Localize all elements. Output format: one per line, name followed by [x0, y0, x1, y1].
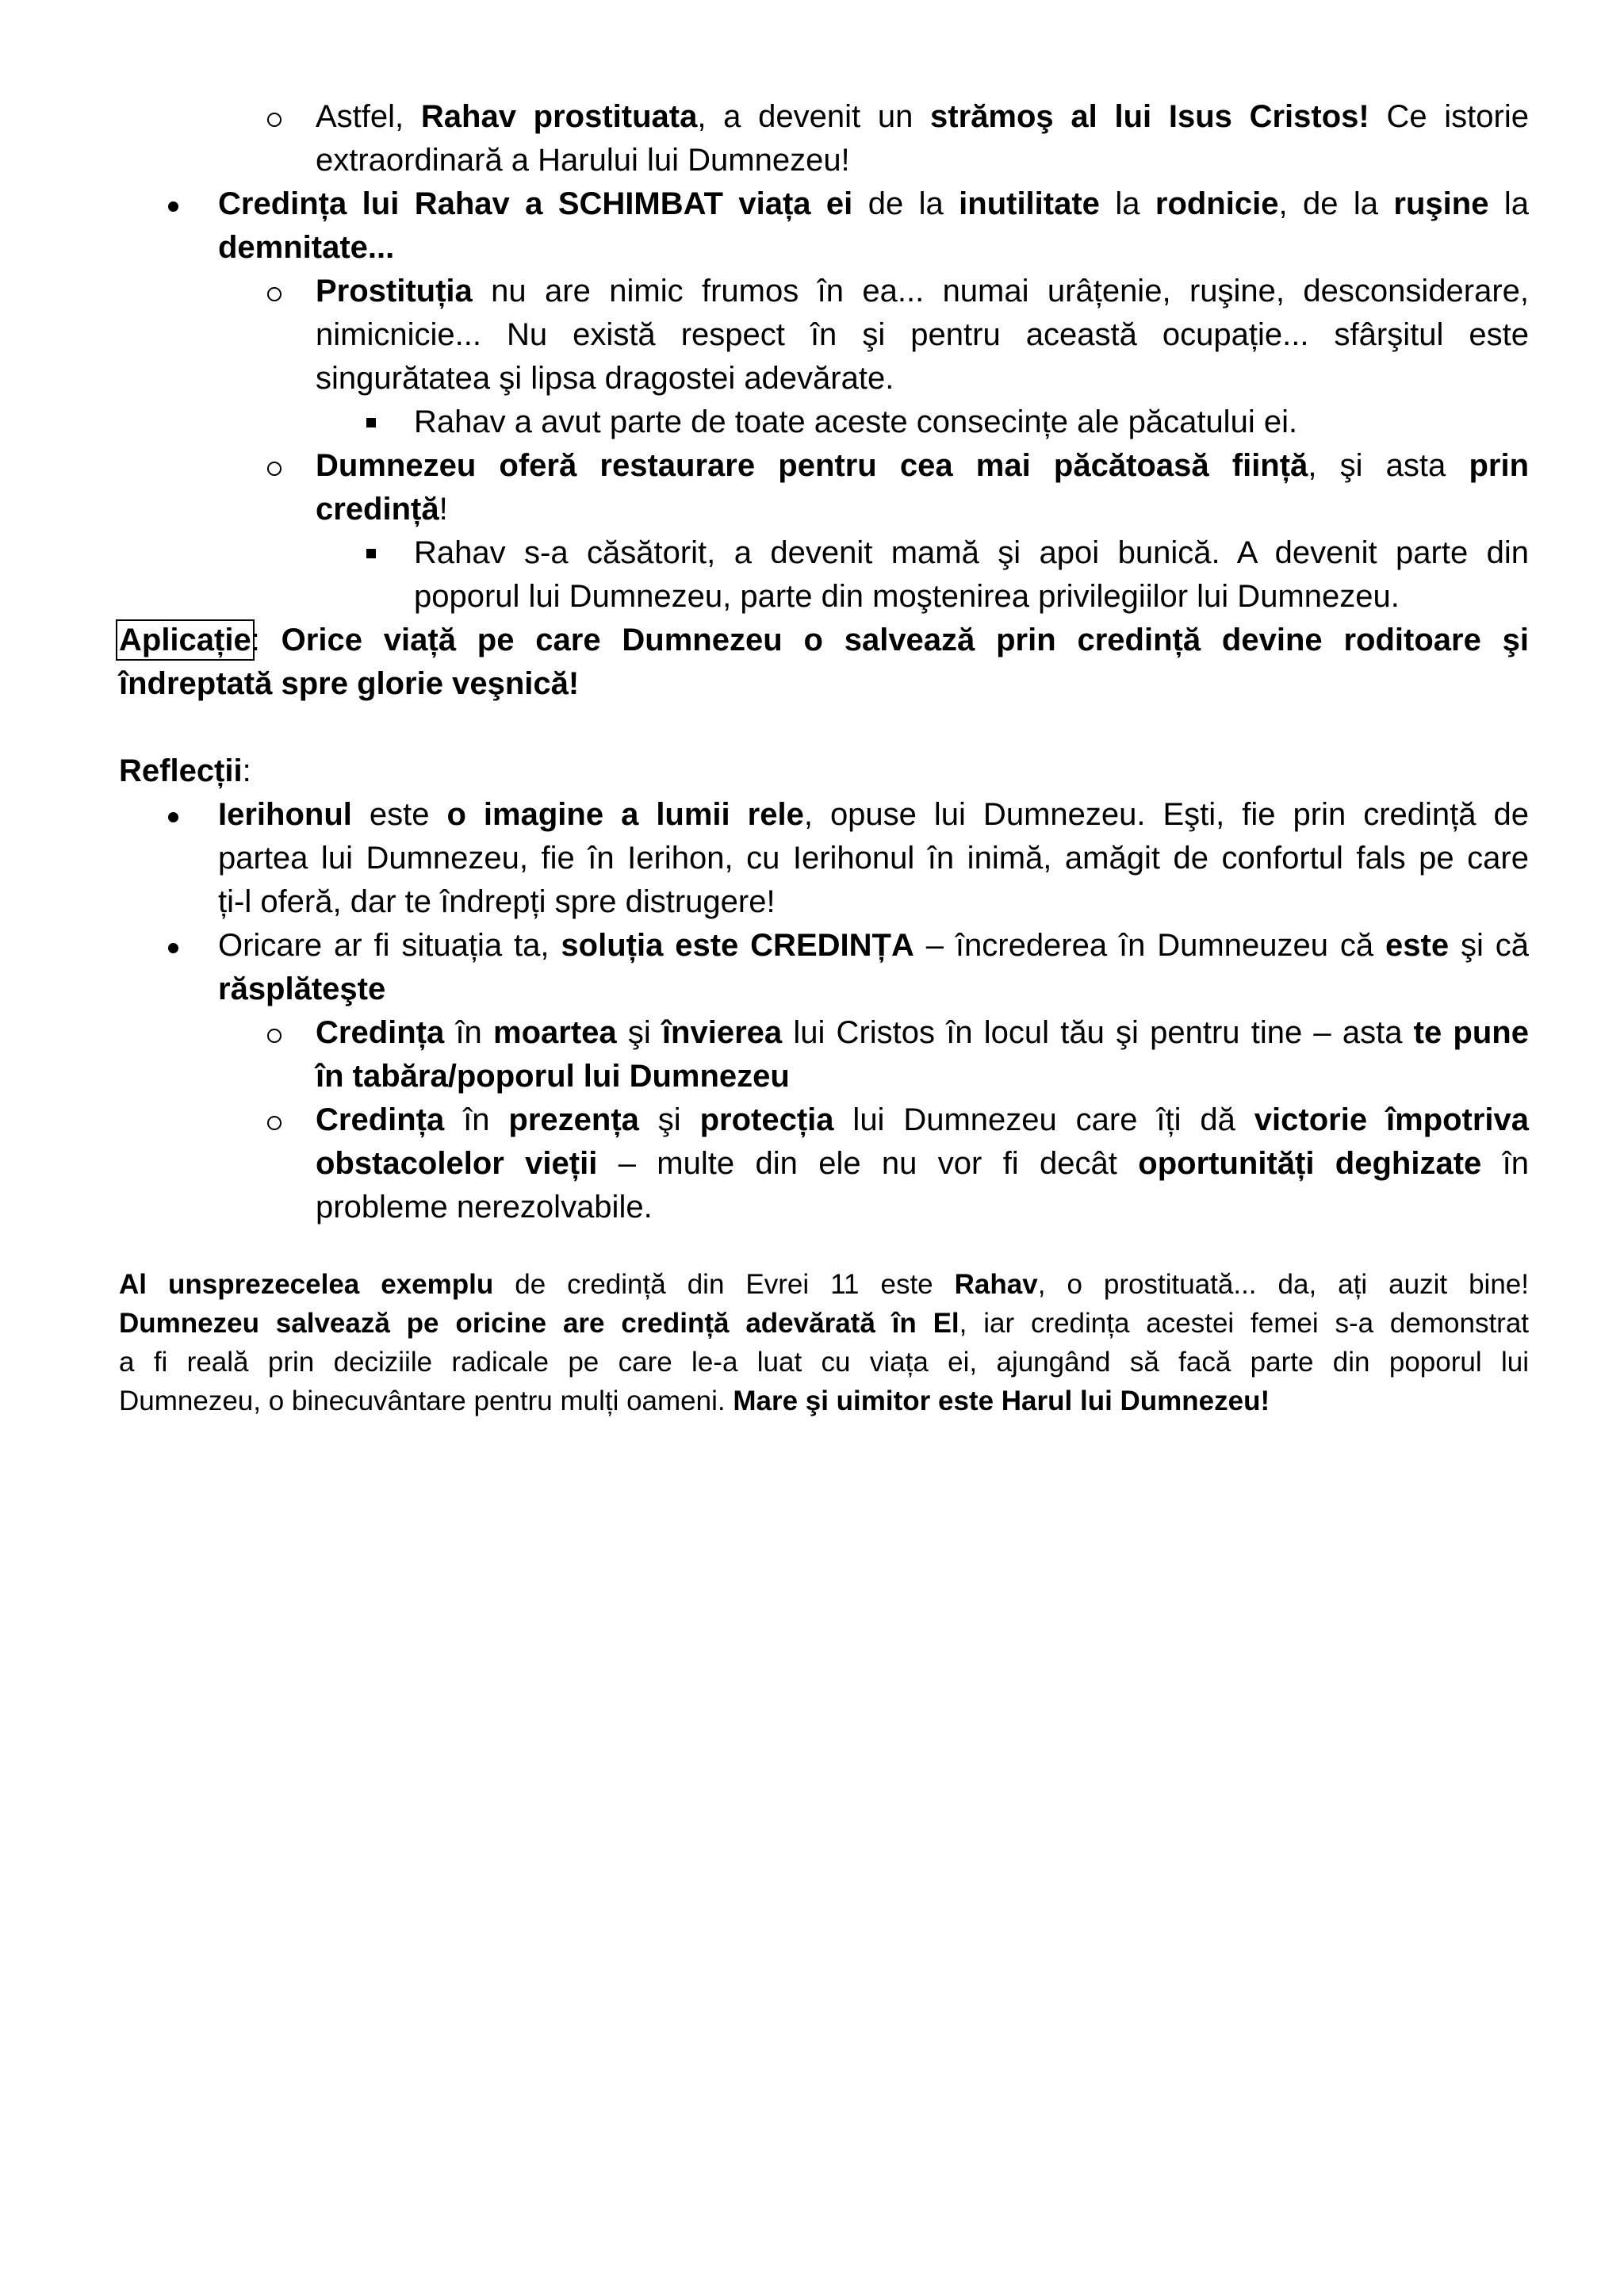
text-line: poporul lui Dumnezeu, parte din moştenirea privilegiilor lui Dumnezeu. — [414, 579, 1400, 614]
text-line: nimicnicie... Nu există respect în şi pentru această ocupație... sfârşitul este — [316, 317, 1529, 352]
bullet-icon — [168, 201, 178, 212]
circle-bullet-icon — [267, 287, 282, 301]
square-bullet-icon — [366, 418, 376, 427]
text-line: Dumnezeu salvează pe oricine are credință adevărată în El, iar credința acestei femei s-a demonstrat — [119, 1308, 1530, 1339]
text-line: răsplăteşte — [218, 972, 386, 1006]
text-line: Astfel, Rahav prostituata, a devenit un strămoş al lui Isus Cristos! Ce istorie — [316, 99, 1529, 134]
square-bullet-icon — [366, 549, 376, 558]
text-line: extraordinară a Harului lui Dumnezeu! — [316, 143, 850, 178]
bullet-icon — [168, 943, 178, 953]
text-line: Aplicație: Orice viață pe care Dumnezeu o salvează prin credință devine roditoare şi — [119, 623, 1529, 657]
application-label: Aplicație — [119, 623, 251, 657]
text-line: a fi reală prin deciziile radicale pe care le-a luat cu viața ei, ajungând să facă parte din poporul lui — [119, 1347, 1529, 1378]
text-line: demnitate... — [218, 230, 395, 265]
text-line: Oricare ar fi situația ta, soluția este CREDINȚA – încrederea în Dumneuzeu că este şi că — [218, 928, 1530, 963]
text-line: Credința în prezența şi protecția lui Dumnezeu care îți dă victorie împotriva — [316, 1102, 1529, 1137]
text-line: Credința lui Rahav a SCHIMBAT viața ei de la inutilitate la rodnicie, de la ruşine la — [218, 186, 1530, 221]
text-line: Dumnezeu, o binecuvântare pentru mulți oameni. Mare şi uimitor este Harul lui Dumnezeu! — [119, 1386, 1270, 1416]
text-line: credință! — [316, 492, 448, 527]
text-line: în tabăra/poporul lui Dumnezeu — [316, 1059, 790, 1094]
text-line: Dumnezeu oferă restaurare pentru cea mai păcătoasă ființă, şi asta prin — [316, 448, 1530, 483]
circle-bullet-icon — [267, 462, 282, 476]
text-line: Credința în moartea şi învierea lui Cristos în locul tău şi pentru tine – asta te pune — [316, 1015, 1529, 1050]
text-line: probleme nerezolvabile. — [316, 1190, 653, 1225]
circle-bullet-icon — [267, 1029, 282, 1043]
text-line: obstacolelor vieții – multe din ele nu vor fi decât oportunități deghizate în — [316, 1146, 1529, 1181]
circle-bullet-icon — [267, 113, 282, 127]
text-line: partea lui Dumnezeu, fie în Ierihon, cu Ierihonul în inimă, amăgit de confortul fals pe care — [218, 841, 1529, 876]
text-line: îndreptată spre glorie veşnică! — [119, 666, 580, 701]
circle-bullet-icon — [267, 1116, 282, 1130]
text-line: Al unsprezecelea exemplu de credință din Evrei 11 este Rahav, o prostituată... da, ați auzit bine! — [119, 1269, 1529, 1300]
text-line: Reflecții: — [119, 753, 251, 788]
text-line: singurătatea şi lipsa dragostei adevărate. — [316, 361, 894, 396]
bullet-icon — [168, 812, 178, 822]
text-line: Rahav a avut parte de toate aceste consecințe ale păcatului ei. — [414, 404, 1298, 439]
text-line: Ierihonul este o imagine a lumii rele, opuse lui Dumnezeu. Eşti, fie prin credință de — [218, 797, 1529, 832]
text-line: Prostituția nu are nimic frumos în ea... numai urâțenie, ruşine, desconsiderare, — [316, 274, 1529, 309]
text-line: ți-l oferă, dar te îndrepți spre distrugere! — [218, 884, 776, 919]
text-line: Rahav s-a căsătorit, a devenit mamă şi apoi bunică. A devenit parte din — [414, 535, 1529, 570]
